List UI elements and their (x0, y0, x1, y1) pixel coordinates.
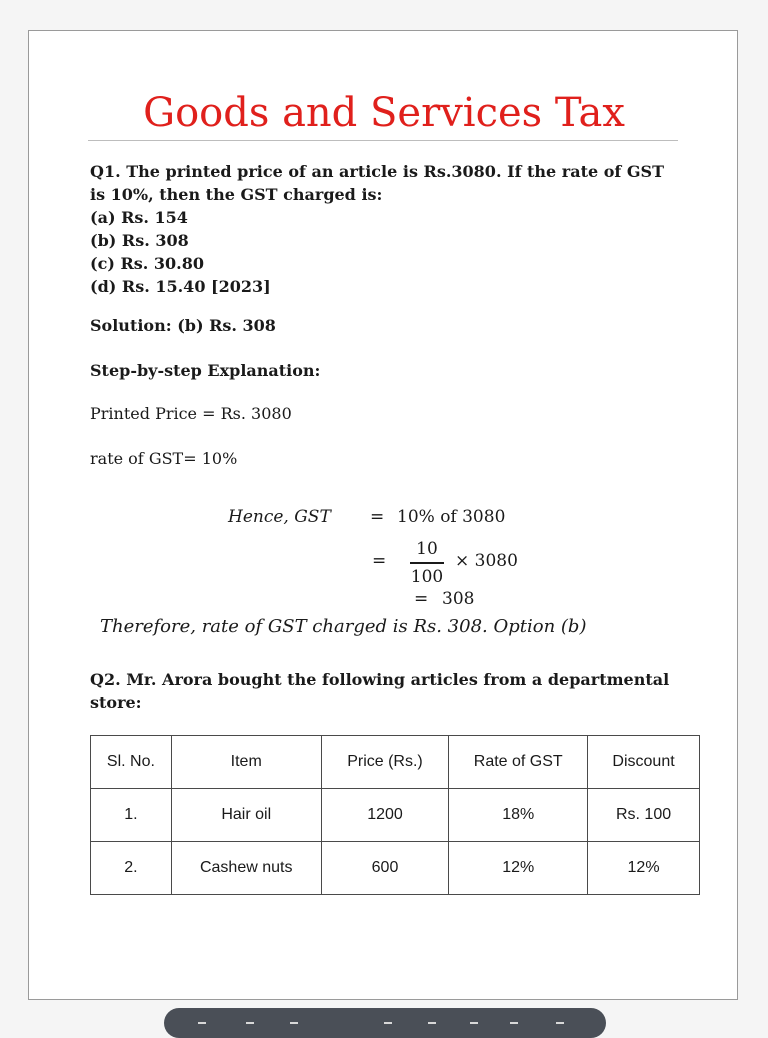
page-title: Goods and Services Tax (143, 90, 625, 136)
q1-option-d: (d) Rs. 15.40 [2023] (90, 277, 271, 296)
math-equals-3: = (414, 589, 429, 609)
q1-option-c: (c) Rs. 30.80 (90, 254, 204, 273)
q1-question: Q1. The printed price of an article is Rs.3080. If the rate of GST is 10%, then the GST charged is: (90, 162, 664, 204)
title-divider (88, 140, 678, 141)
math-result: 308 (442, 589, 475, 609)
table-header: Price (Rs.) (321, 736, 449, 789)
circle-icon[interactable] (470, 1022, 478, 1027)
q1-solution: Solution: (b) Rs. 308 (90, 316, 276, 335)
circle-icon[interactable] (510, 1022, 518, 1027)
fraction-denominator: 100 (410, 566, 444, 587)
table-cell: 1. (91, 789, 172, 842)
table-cell: 12% (449, 842, 588, 895)
fraction-bar (410, 562, 444, 564)
menu-icon[interactable] (428, 1022, 436, 1027)
math-equals-1: = (370, 507, 385, 527)
gst-rate-line: rate of GST= 10% (90, 449, 238, 468)
fraction-numerator: 10 (416, 539, 438, 559)
steps-heading: Step-by-step Explanation: (90, 361, 321, 380)
q1-option-b: (b) Rs. 308 (90, 231, 189, 250)
up-icon[interactable] (384, 1022, 392, 1027)
math-conclusion: Therefore, rate of GST charged is Rs. 308. Option (b) (100, 616, 587, 637)
square-icon[interactable] (556, 1022, 564, 1027)
table-cell: 18% (449, 789, 588, 842)
table-header: Item (171, 736, 321, 789)
math-fraction (410, 538, 444, 588)
q1-option-a: (a) Rs. 154 (90, 208, 188, 227)
table-cell: 600 (321, 842, 449, 895)
bottom-navigation-bar[interactable] (164, 1008, 606, 1038)
table-cell: Rs. 100 (588, 789, 700, 842)
table-row (91, 789, 700, 842)
math-equals-2: = (372, 551, 387, 571)
table-cell: Hair oil (171, 789, 321, 842)
q2-question: Q2. Mr. Arora bought the following articles from a departmental store: (90, 670, 670, 712)
table-row (91, 842, 700, 895)
math-rhs-1: 10% of 3080 (397, 507, 506, 527)
math-hence-gst: Hence, GST (228, 507, 331, 527)
menu-icon[interactable] (246, 1022, 254, 1027)
table-header: Sl. No. (91, 736, 172, 789)
table-cell: Cashew nuts (171, 842, 321, 895)
math-ten-percent-of (397, 507, 505, 527)
table-cell: 2. (91, 842, 172, 895)
table-header: Rate of GST (449, 736, 588, 789)
printed-price-line: Printed Price = Rs. 3080 (90, 404, 292, 423)
math-times-3080: × 3080 (455, 551, 518, 571)
articles-table (90, 735, 700, 895)
table-cell: 1200 (321, 789, 449, 842)
table-header: Discount (588, 736, 700, 789)
q1-block (90, 160, 680, 470)
up-icon[interactable] (290, 1022, 298, 1027)
table-cell: 12% (588, 842, 700, 895)
table-header-row (91, 736, 700, 789)
recent-apps-icon[interactable] (198, 1022, 206, 1027)
